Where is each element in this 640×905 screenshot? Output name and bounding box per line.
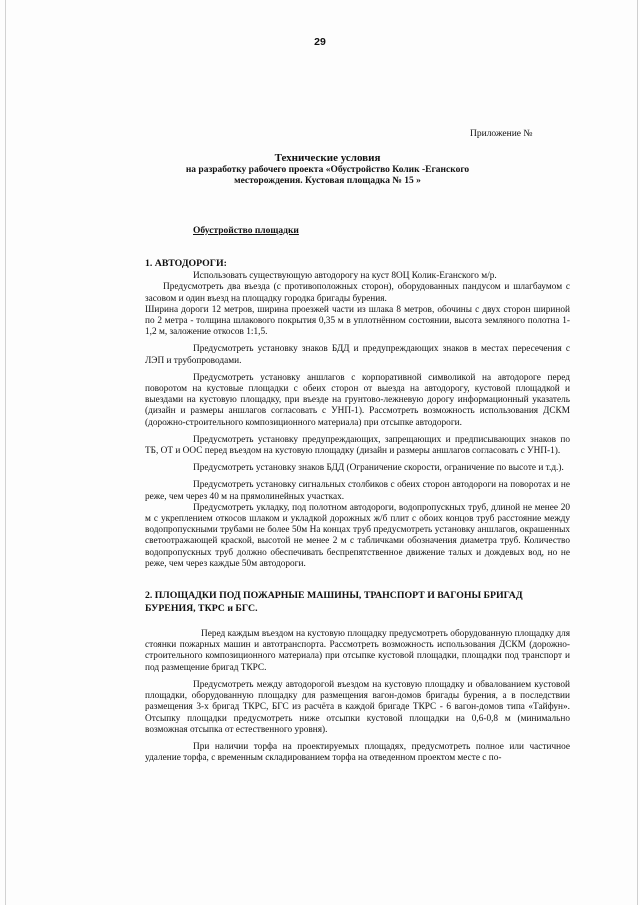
scan-edge-left bbox=[5, 0, 6, 905]
section-1-paragraph: Предусмотреть укладку, под полотном автодороги, водопропускных труб, длиной не менее 20 м с укреплением откосов шлаком и укладкой дорожных ж/б плит с обоих концов труб расстояние между водопропускными трубами не более 50м На концах труб предусмотреть установку аншлагов, окрашенных светоотражающей краской, высотой не менее 2 м с табличками обозначения диаметра труб. Количество водопропускных труб должно обеспечивать беспрепятственное движение талых и дождевых вод, но не реже, чем через каждые 50м автодороги. bbox=[145, 502, 570, 569]
section-1-paragraph: Использовать существующую автодорогу на куст 8ОЦ Колик-Еганского м/р. bbox=[193, 271, 497, 282]
section-1-paragraph: Предусмотреть установку предупреждающих, запрещающих и предписывающих знаков по ТБ, ОТ и ООС перед въездом на кустовую площадку (дизайн и размеры аншлагов согласовать с УНП-1). bbox=[145, 434, 570, 457]
title-line-2: на разработку рабочего проекта «Обустройство Колик -Еганского bbox=[185, 164, 470, 175]
section-1-paragraph: Предусмотреть два въезда (с противоположных сторон), оборудованных пандусом и шлагбаумом с засовом и один въезд на площадку городка бригады бурения. bbox=[145, 282, 570, 304]
document-title bbox=[150, 153, 505, 188]
document-body bbox=[145, 258, 570, 764]
page-number: 29 bbox=[314, 36, 326, 48]
section-1-paragraph: Предусмотреть установку аншлагов с корпоративной символикой на автодороге перед поворотом на кустовые площадки с обеих сторон от выезда на автодорогу, кустовой площадкой и выездами на кустовую площадку, при въезде на грунтово-лежневую дорогу информационный указатель (дизайн и размеры аншлагов согласовать с УНП-1). Рассмотреть возможность использования ДСКМ (дорожно-строительного композиционного материала) при отсыпке автодороги. bbox=[145, 372, 570, 428]
section-1-paragraph: Предусмотреть установку знаков БДД (Ограничение скорости, ограничение по высоте и т.д.). bbox=[193, 463, 564, 474]
section-2-heading: 2. ПЛОЩАДКИ ПОД ПОЖАРНЫЕ МАШИНЫ, ТРАНСПОРТ И ВАГОНЫ БРИГАД БУРЕНИЯ, ТКРС и БГС. bbox=[145, 590, 523, 614]
section-1-paragraph: Предусмотреть установку сигнальных столбиков с обеих сторон автодороги на поворотах и не реже, чем через 40 м на прямолинейных участках. bbox=[145, 480, 570, 502]
section-1-paragraph: Ширина дороги 12 метров, ширина проезжей части из шлака 8 метров, обочины с двух сторон шириной по 2 метра - толщина шлакового покрытия 0,35 м в уплотнённом состоянии, высота земляного полотна 1-1,2 м, заложение откосов 1:1,5. bbox=[145, 304, 570, 338]
scan-edge-right bbox=[637, 0, 638, 905]
section-1-paragraph: Предусмотреть установку знаков БДД и предупреждающих знаков в местах пересечения с ЛЭП и трубопроводами. bbox=[145, 344, 570, 366]
section-2-paragraph: Предусмотреть между автодорогой въездом на кустовую площадку и обвалованием кустовой площадки, оборудованную площадку для размещения вагон-домов бригады бурения, а в последствии размещения 3-х бригад ТКРС, БГС из расчёта в каждой бригаде ТКРС - 6 вагон-домов типа «Тайфун». Отсыпку площадки предусмотреть ниже отсыпки кустовой площадки на 0,6-0,8 м (минимально возможная отсыпка от естественного уровня). bbox=[145, 679, 570, 735]
title-line-3: месторождения. Кустовая площадка № 15 » bbox=[234, 176, 421, 186]
title-main: Технические условия bbox=[274, 152, 381, 164]
subtitle: Обустройство площадки bbox=[193, 226, 299, 236]
section-2-paragraph: Перед каждым въездом на кустовую площадку предусмотреть оборудованную площадку для стоянки пожарных машин и автотранспорта. Рассмотреть возможность использования ДСКМ (дорожно-строительного композиционного материала) при отсыпке кустовой площадки, площадки под транспорт и под размещение бригад ТКРС. bbox=[145, 629, 570, 673]
section-1-heading: 1. АВТОДОРОГИ: bbox=[145, 258, 227, 269]
section-2-paragraph: При наличии торфа на проектируемых площадях, предусмотреть полное или частичное удаление торфа, с временным складированием торфа на отведенном проектом месте с по- bbox=[145, 741, 570, 764]
appendix-label: Приложение № bbox=[470, 129, 533, 139]
